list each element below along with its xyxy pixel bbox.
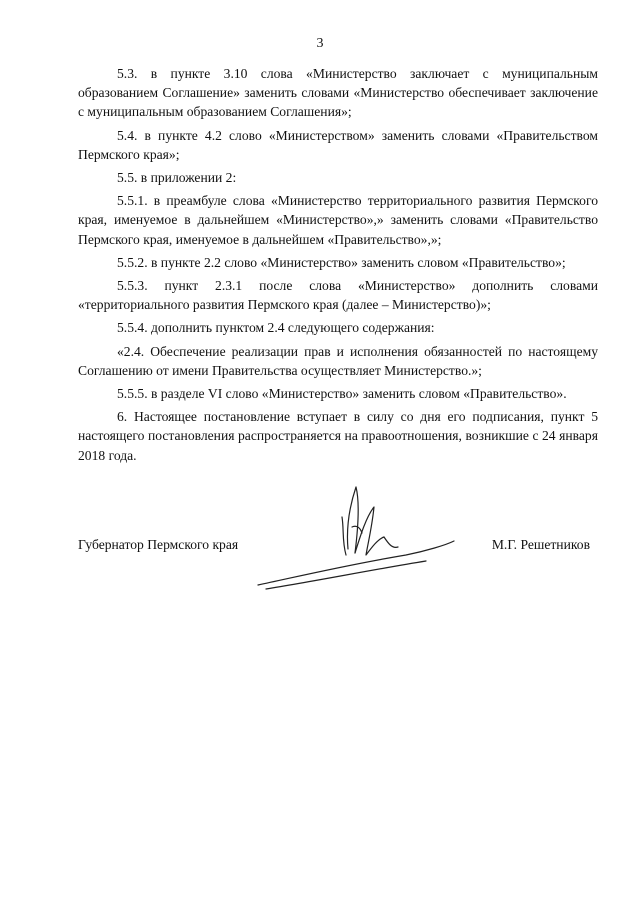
paragraph-5-5-4: 5.5.4. дополнить пунктом 2.4 следующего содержания: xyxy=(117,320,435,336)
document-body xyxy=(78,64,598,465)
signature-block xyxy=(78,537,598,597)
paragraph-5-5-3: 5.5.3. пункт 2.3.1 после слова «Министерство» дополнить словами «территориального развития Пермского края (далее – Министерство)»; xyxy=(78,278,598,313)
page-number: 3 xyxy=(316,36,324,51)
paragraph-5-5-2: 5.5.2. в пункте 2.2 слово «Министерство» заменить словом «Правительство»; xyxy=(117,254,566,270)
paragraph-5-5-1: 5.5.1. в преамбуле слова «Министерство территориального развития Пермского края, именуемое в дальнейшем «Министерство»,» заменить словами «Правительство Пермского края, именуемое в дальнейшем «Правительство»,»; xyxy=(78,193,598,247)
paragraph-5-3: 5.3. в пункте 3.10 слова «Министерство заключает с муниципальным образованием Соглашение» заменить словами «Министерство обеспечивает заключение с муниципальным образованием Соглашения»; xyxy=(78,66,598,120)
paragraph-5-4: 5.4. в пункте 4.2 слово «Министерством» заменить словами «Правительством Пермского края»; xyxy=(78,127,598,162)
paragraph-6: 6. Настоящее постановление вступает в силу со дня его подписания, пункт 5 настоящего постановления распространяется на правоотношения, возникшие с 24 января 2018 года. xyxy=(78,409,598,463)
paragraph-5-5: 5.5. в приложении 2: xyxy=(117,170,237,186)
signer-name: М.Г. Решетников xyxy=(491,537,590,552)
paragraph-5-5-5: 5.5.5. в разделе VI слово «Министерство» заменить словом «Правительство». xyxy=(117,386,567,402)
paragraph-2-4-quote: «2.4. Обеспечение реализации прав и исполнения обязанностей по настоящему Соглашению от имени Правительства осуществляет Министерство.»; xyxy=(78,343,598,378)
signer-title: Губернатор Пермского края xyxy=(78,537,239,552)
